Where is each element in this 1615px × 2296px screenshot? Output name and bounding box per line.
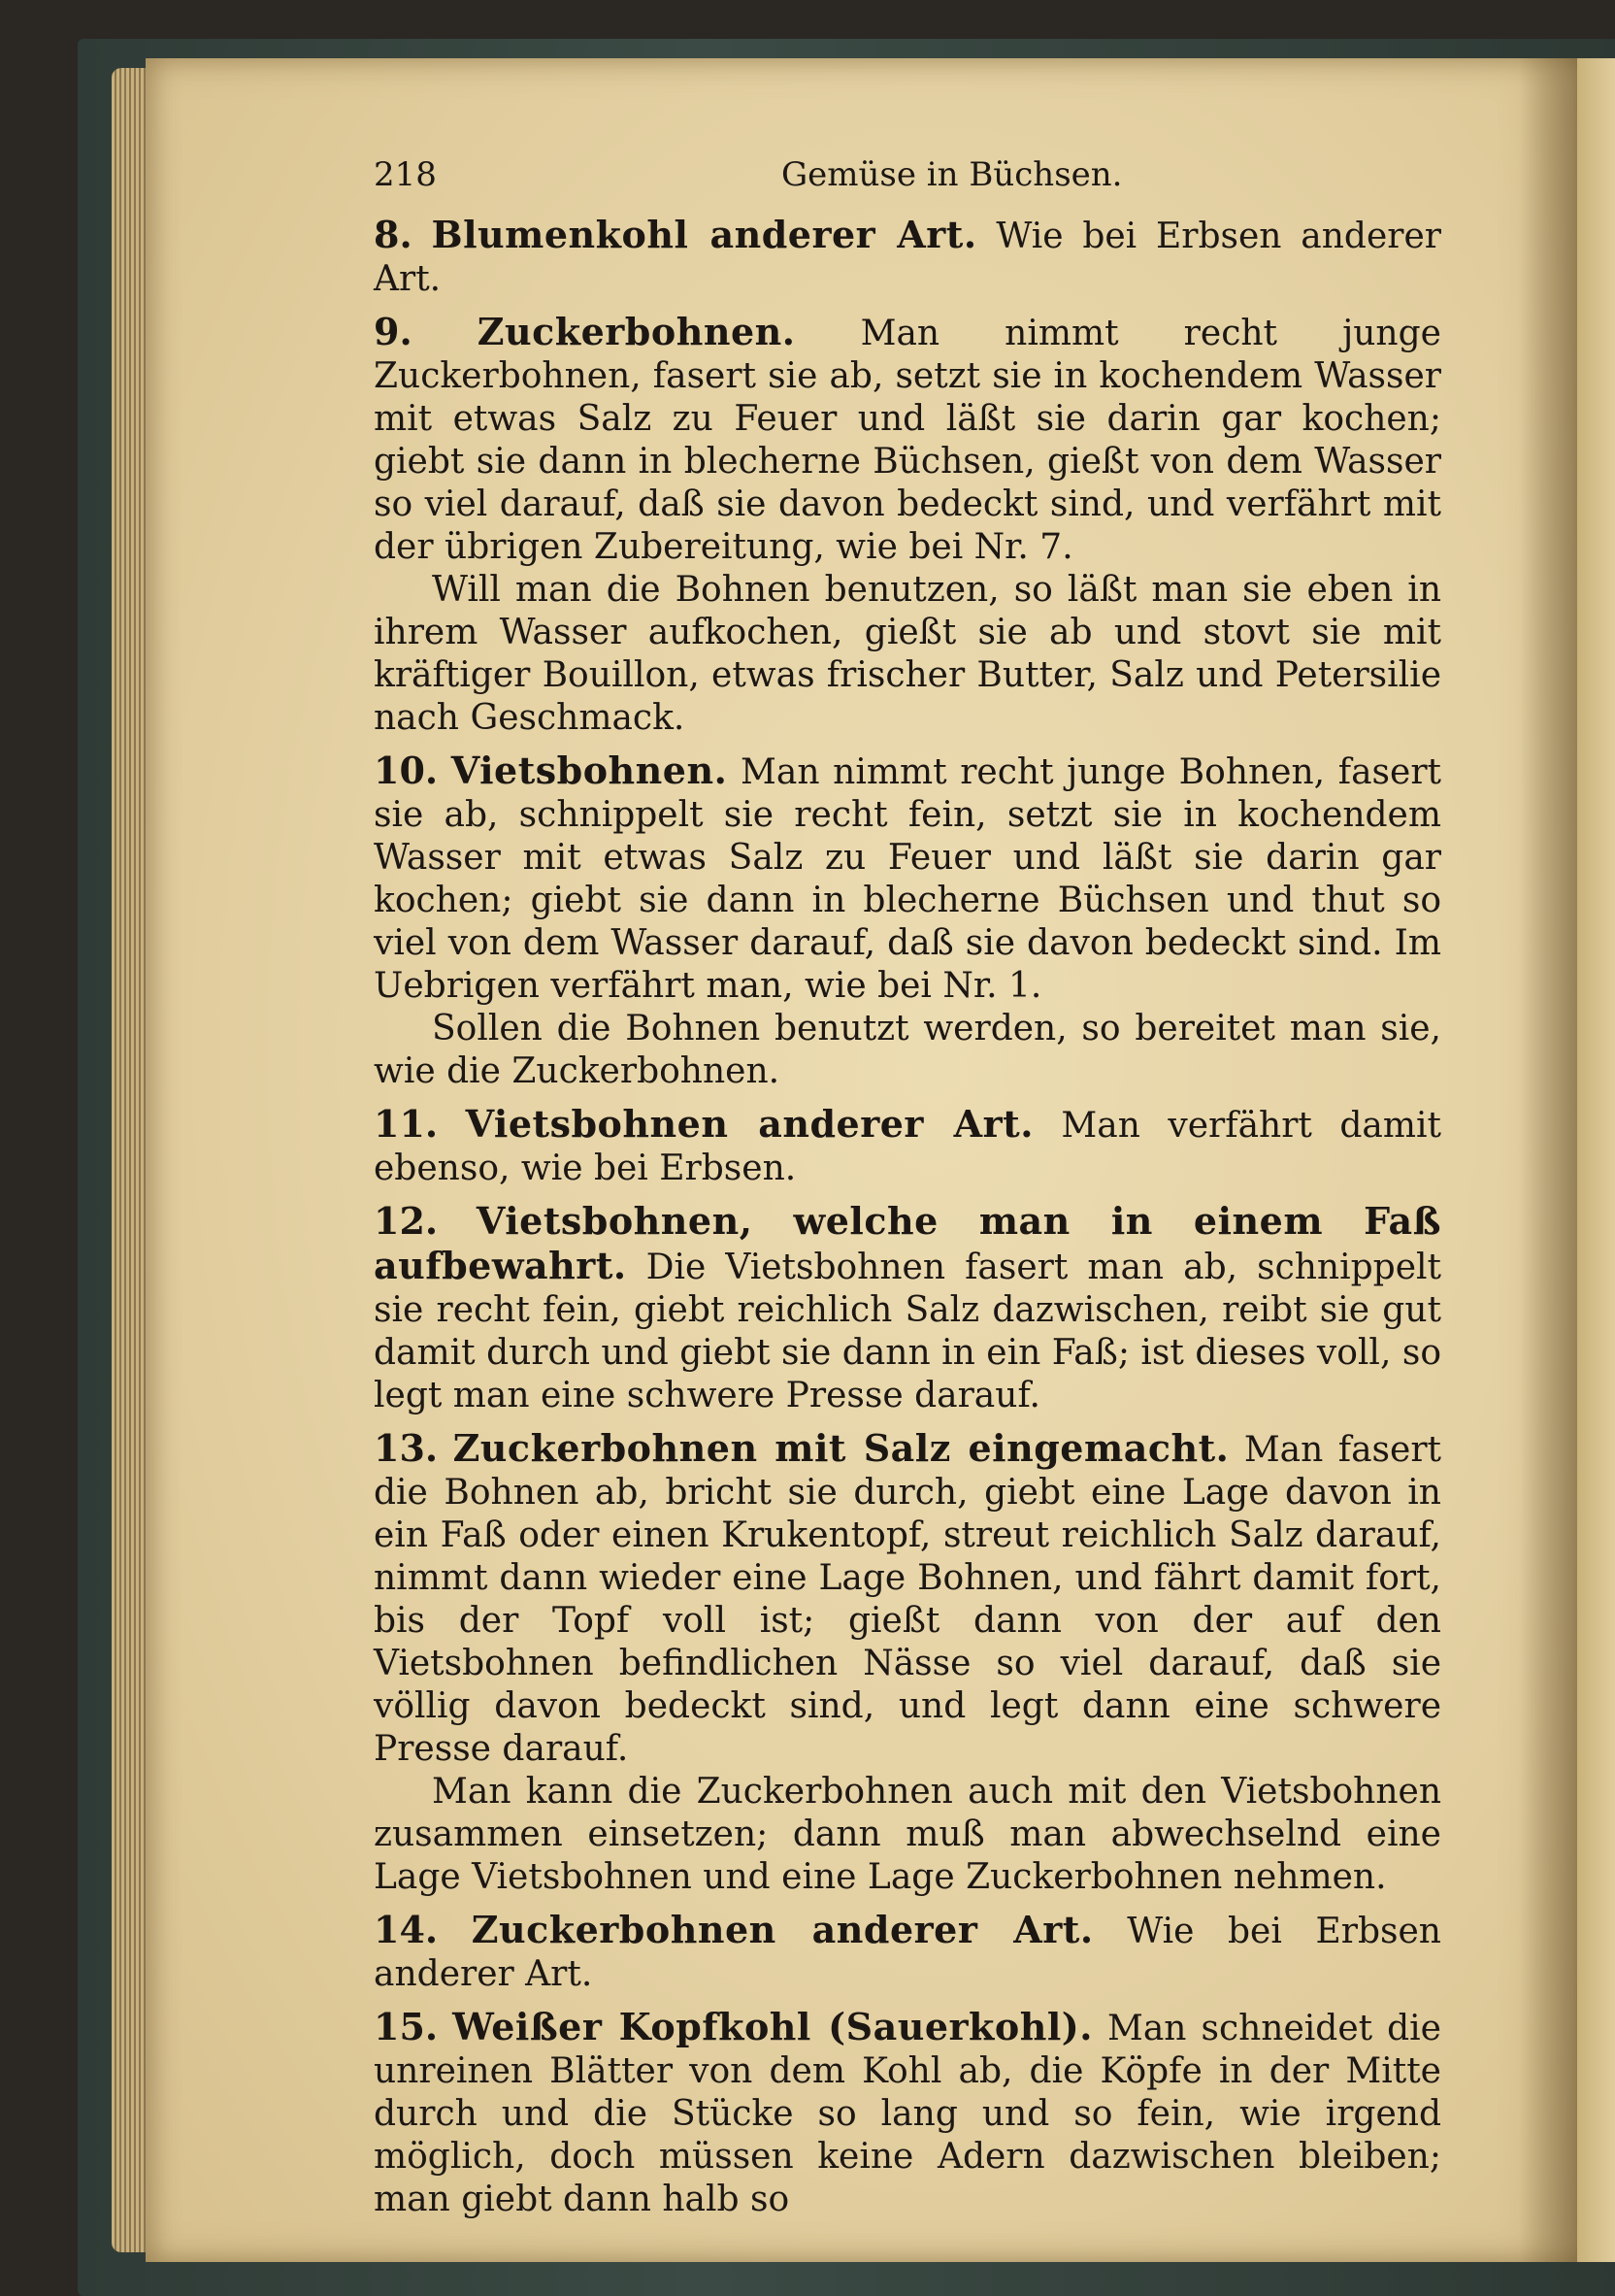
entry-title: Vietsbohnen anderer Art. [465,1102,1034,1146]
entry-paragraph: Will man die Bohnen benutzen, so läßt man sie eben in ihrem Wasser aufkochen, gießt sie ab und stovt sie mit kräftiger Bouillon, etwas frischer Butter, Salz und Petersilie nach Geschmack. [374,570,1441,738]
entry-title: Vietsbohnen. [450,749,728,792]
entry-text: Man verfährt damit ebenso, wie bei Erbsen. [374,1106,1441,1188]
entry-paragraph [374,1103,1441,1190]
recipe-entry [374,2006,1441,2221]
entry-paragraph [374,2006,1441,2221]
entry-title: Zuckerbohnen anderer Art. [471,1908,1094,1951]
facing-page-edge [1577,58,1615,2262]
entry-paragraph [374,214,1441,301]
entry-number: 10. [374,749,439,792]
entry-number: 15. [374,2005,439,2048]
page-edges [112,68,150,2252]
entry-text: Man nimmt recht junge Bohnen, fasert sie ab, schnippelt sie recht fein, setzt sie in kochendem Wasser mit etwas Salz zu Feuer und läßt sie darin gar kochen; giebt sie dann in blecherne Büchsen und thut so viel von dem Wasser darauf, daß sie davon bedeckt sind. Im Uebrigen verfährt man, wie bei Nr. 1. [374,752,1441,1006]
entry-title: Vietsbohnen, welche man in einem Faß aufbewahrt. [374,1199,1441,1287]
running-head: Gemüse in Büchsen. [781,155,1123,194]
entry-paragraph [374,1427,1441,1771]
entry-number: 8. [374,213,412,256]
entry-paragraph [374,1200,1441,1417]
entry-text: Man fasert die Bohnen ab, bricht sie durch, giebt eine Lage davon in ein Faß oder einen Krukentopf, streut reichlich Salz darauf, nimmt dann wieder eine Lage Bohnen, und fährt damit fort, bis der Topf voll ist; gießt dann von der auf den Vietsbohnen befindlichen Nässe so viel darauf, daß sie völlig davon bedeckt sind, und legt dann eine schwere Presse darauf. [374,1430,1441,1769]
page-header [374,146,1441,204]
entry-title: Zuckerbohnen mit Salz eingemacht. [452,1426,1230,1470]
entry-text: Man nimmt recht junge Zuckerbohnen, fasert sie ab, setzt sie in kochendem Wasser mit etwas Salz zu Feuer und läßt sie darin gar kochen; giebt sie dann in blecherne Büchsen, gießt von dem Wasser so viel darauf, daß sie davon bedeckt sind, und verfährt mit der übrigen Zubereitung, wie bei Nr. 7. [374,314,1441,567]
entry-number: 11. [374,1102,439,1146]
recipe-entry [374,1103,1441,1190]
entry-title: Blumenkohl anderer Art. [431,213,977,256]
recipe-entry [374,1427,1441,1899]
page-gutter-shadow [1519,58,1577,2262]
recipe-entry [374,311,1441,740]
entry-number: 9. [374,310,412,353]
page-content [374,146,1441,2221]
entry-number: 14. [374,1908,439,1951]
entry-number: 12. [374,1199,439,1243]
entry-text: Man schneidet die unreinen Blätter von dem Kohl ab, die Köpfe in der Mitte durch und die Stücke so lang und so fein, wie irgend möglich, doch müssen keine Adern dazwischen bleiben; man giebt dann halb so [374,2009,1441,2219]
entry-title: Zuckerbohnen. [477,310,796,353]
entry-text: Wie bei Erbsen anderer Art. [374,1912,1441,1994]
entry-paragraph: Man kann die Zuckerbohnen auch mit den Vietsbohnen zusammen einsetzen; dann muß man abwechselnd eine Lage Vietsbohnen und eine Lage Zuckerbohnen nehmen. [374,1772,1441,1897]
entry-paragraph [374,749,1441,1008]
recipe-entry [374,749,1441,1093]
recipe-entry [374,1909,1441,1996]
page-number: 218 [374,155,437,194]
entry-paragraph: Sollen die Bohnen benutzt werden, so bereitet man sie, wie die Zuckerbohnen. [374,1009,1441,1091]
entry-title: Weißer Kopfkohl (Sauerkohl). [452,2005,1093,2048]
recipe-entry [374,214,1441,301]
recipe-entry [374,1200,1441,1417]
entry-number: 13. [374,1426,439,1470]
entry-text: Die Vietsbohnen fasert man ab, schnippelt sie recht fein, giebt reichlich Salz dazwischen, reibt sie gut damit durch und giebt sie dann in ein Faß; ist dieses voll, so legt man eine schwere Presse darauf. [374,1248,1441,1415]
entry-text: Wie bei Erbsen anderer Art. [374,216,1441,299]
entry-paragraph [374,1909,1441,1996]
entry-paragraph [374,311,1441,569]
